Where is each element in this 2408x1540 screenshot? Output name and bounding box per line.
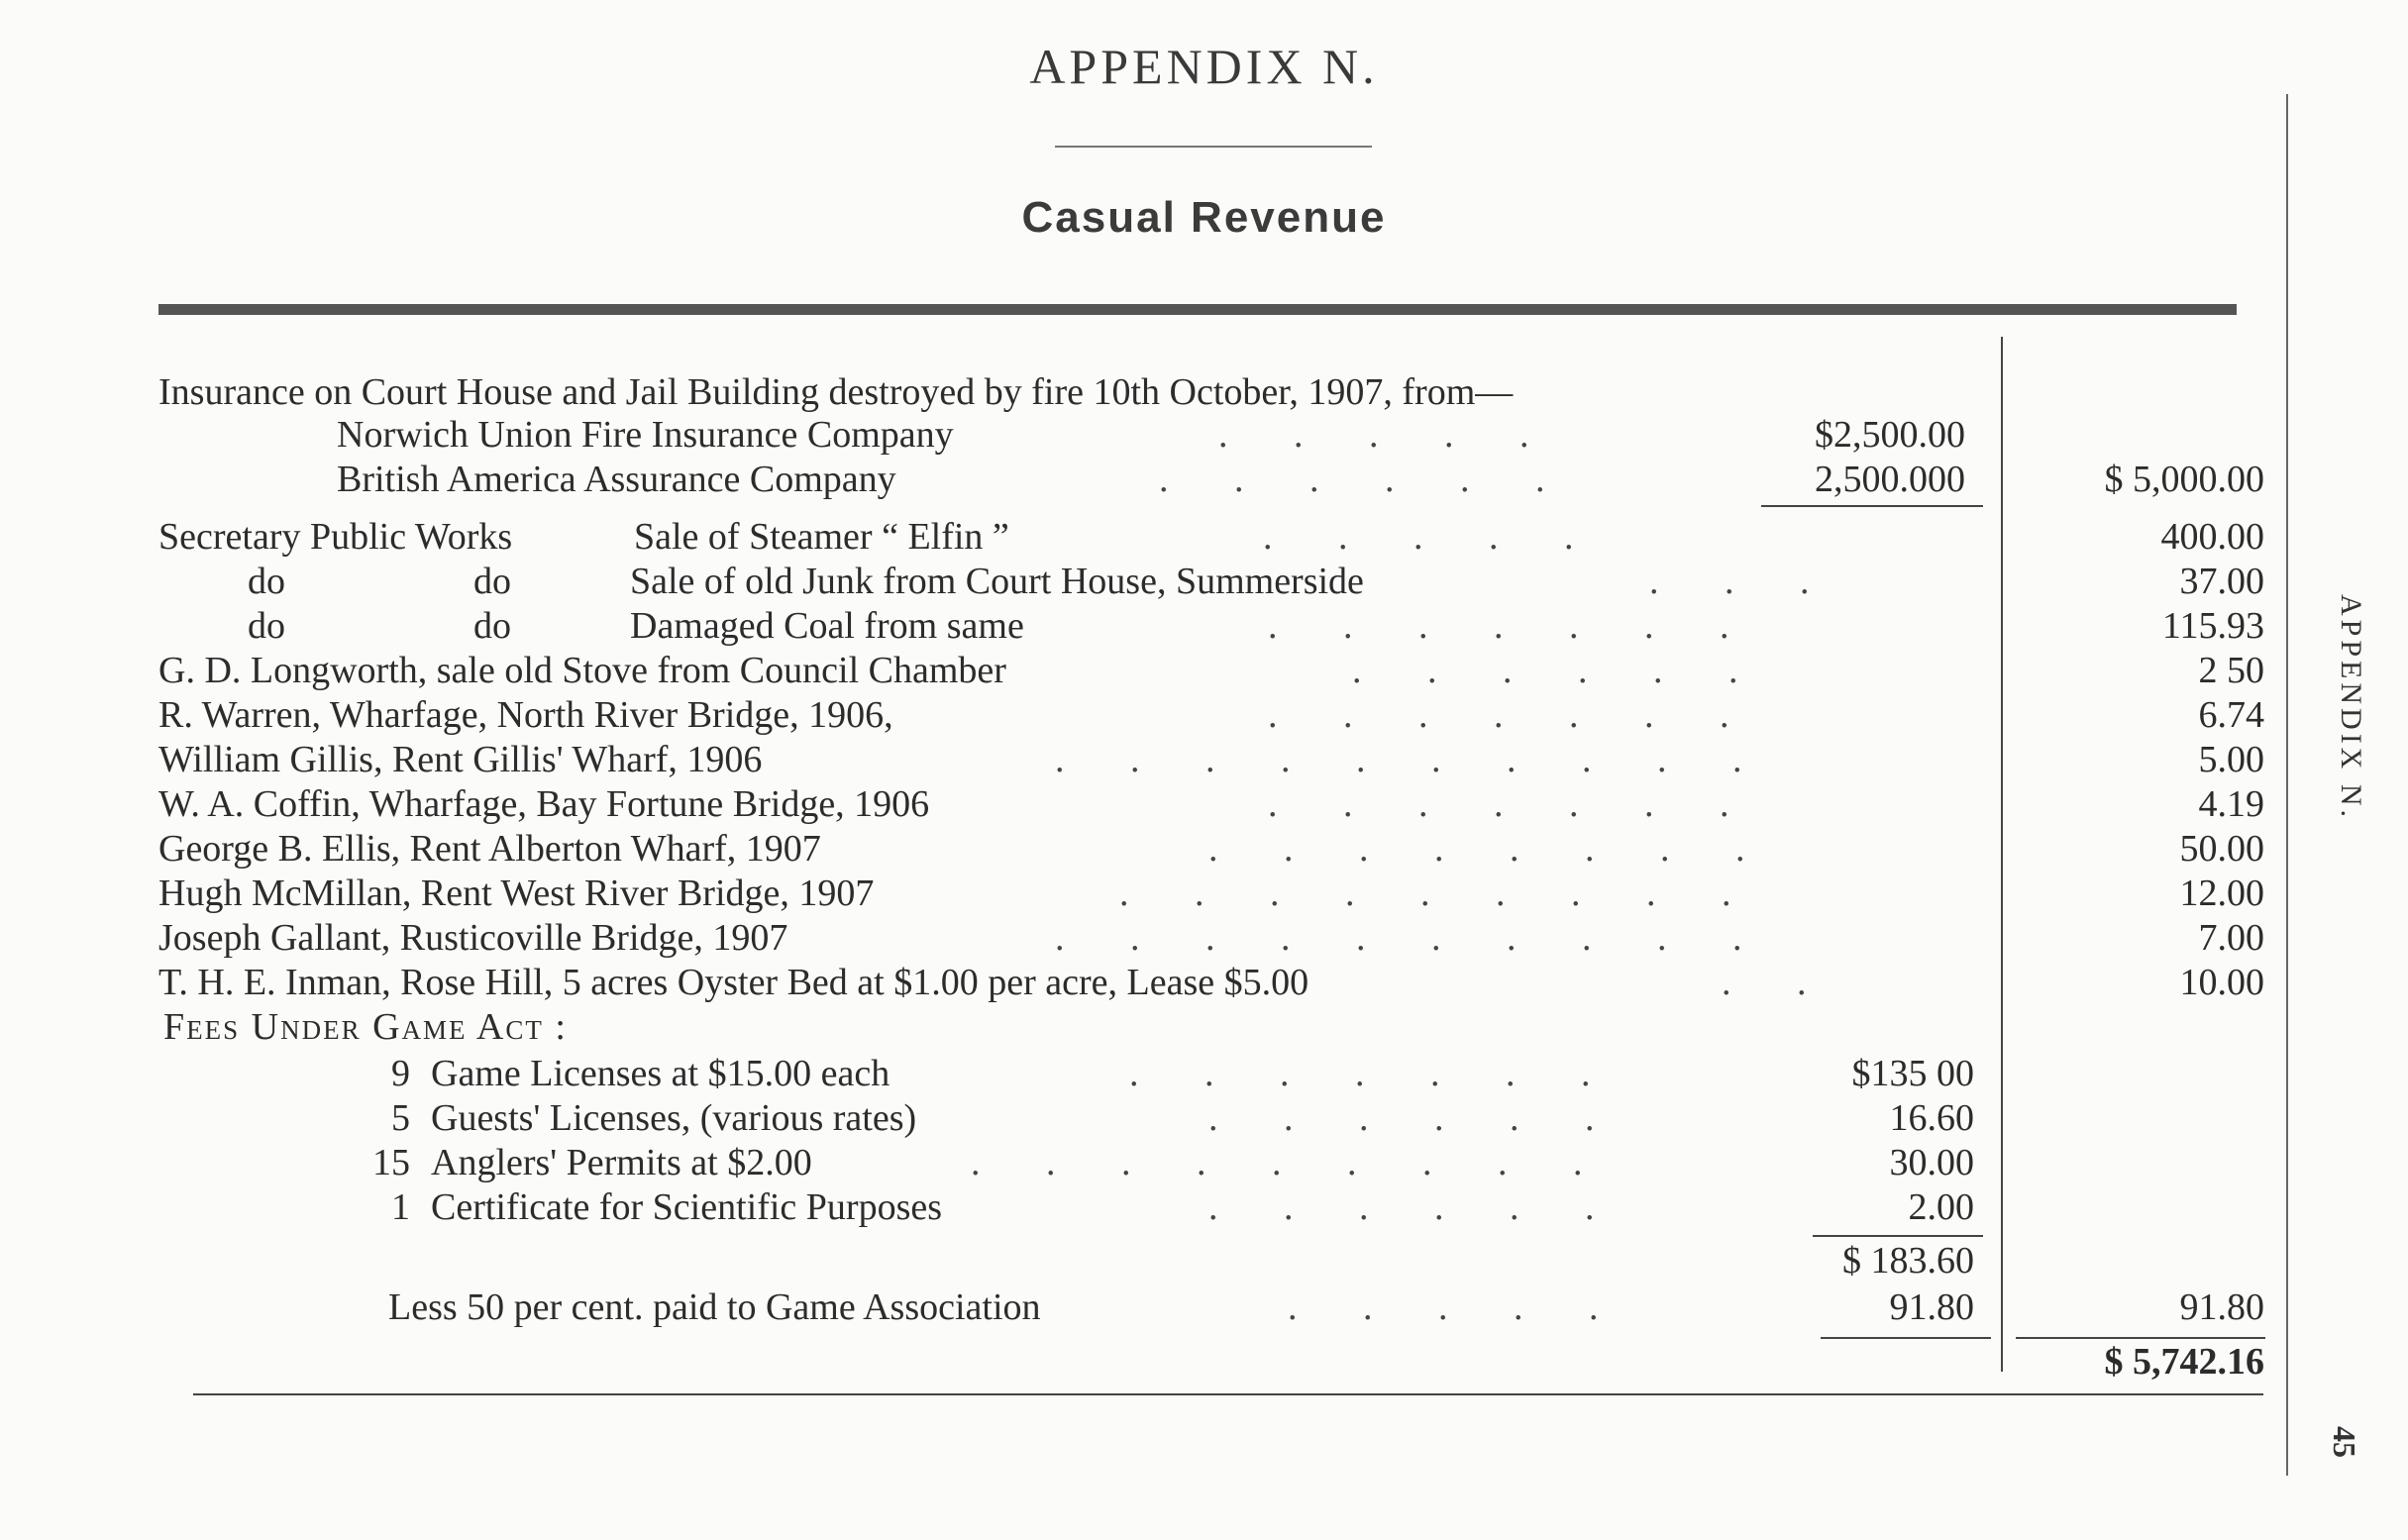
fees-heading-row (0, 1004, 2408, 1050)
revenue-row (0, 781, 2408, 827)
fee-description: Game Licenses at $15.00 each (431, 1053, 890, 1094)
grand-total: $ 5,742.16 (2104, 1341, 2264, 1383)
fees-subtotal: $ 183.60 (1842, 1240, 1974, 1282)
row-payer: Secretary Public Works (158, 516, 513, 558)
intro-text: Insurance on Court House and Jail Building destroyed by fire 10th October, 1907, from— (158, 371, 1514, 413)
row-payer: do (248, 605, 285, 647)
row-amount: 6.74 (2198, 694, 2264, 736)
leader-dots: . . . . . . . . . . (1055, 739, 1742, 780)
fee-row (0, 1095, 2408, 1141)
insurance-row (0, 457, 2408, 502)
leader-dots: . . . . . . . . (1208, 828, 1745, 870)
revenue-row (0, 826, 2408, 872)
insurer-amount: $2,500.00 (1815, 414, 1965, 456)
insurance-intro (0, 369, 2408, 415)
heading-rule (1055, 146, 1372, 148)
row-amount: 2 50 (2198, 650, 2264, 691)
row-amount: 115.93 (2161, 605, 2264, 647)
insurance-row (0, 412, 2408, 458)
fees-heading: Fees Under Game Act : (163, 1006, 568, 1048)
section-title: Casual Revenue (1021, 193, 1387, 242)
row-ditto: do (473, 561, 511, 602)
less-row (0, 1284, 2408, 1330)
leader-dots: . . . . . . . . . (971, 1142, 1583, 1183)
row-payer: W. A. Coffin, Wharfage, Bay Fortune Bridge, 1906 (158, 783, 930, 825)
revenue-row (0, 960, 2408, 1005)
leader-dots: . . . . . . . (1129, 1053, 1591, 1094)
row-amount: 12.00 (2179, 873, 2264, 914)
revenue-row (0, 871, 2408, 916)
fee-row (0, 1140, 2408, 1185)
fee-amount: 30.00 (1889, 1142, 1974, 1183)
row-payer: Hugh McMillan, Rent West River Bridge, 1907 (158, 873, 875, 914)
fee-description: Anglers' Permits at $2.00 (431, 1142, 812, 1183)
row-amount: 37.00 (2179, 561, 2264, 602)
leader-dots: . . . . . . . (1268, 605, 1729, 647)
row-payer: William Gillis, Rent Gillis' Wharf, 1906 (158, 739, 763, 780)
fee-quantity: 1 (391, 1186, 410, 1228)
leader-dots: . . . . . (1263, 516, 1574, 558)
revenue-row (0, 737, 2408, 782)
side-running-head: APPENDIX N. (2335, 594, 2367, 822)
revenue-row (0, 692, 2408, 738)
fees-subtotal-row (0, 1238, 2408, 1283)
leader-dots: . . . . . . (1208, 1186, 1595, 1228)
leader-dots: . . . (1649, 561, 1810, 602)
less-label: Less 50 per cent. paid to Game Association (388, 1286, 1041, 1328)
less-amount: 91.80 (1889, 1286, 1974, 1328)
fees-subtotal-rule (1813, 1235, 1983, 1237)
table-bottom-rule (193, 1393, 2263, 1395)
grand-total-row (0, 1339, 2408, 1385)
fee-row (0, 1184, 2408, 1230)
table-top-rule (158, 304, 2237, 315)
row-payer: Joseph Gallant, Rusticoville Bridge, 1907 (158, 917, 788, 959)
fee-quantity: 9 (391, 1053, 410, 1094)
appendix-heading: APPENDIX N. (1029, 39, 1379, 94)
row-description: Sale of old Junk from Court House, Summerside (630, 561, 1364, 602)
fee-row (0, 1051, 2408, 1096)
row-payer: T. H. E. Inman, Rose Hill, 5 acres Oyster Bed at $1.00 per acre, Lease $5.00 (158, 962, 1309, 1003)
leader-dots: . . . . . (1218, 414, 1529, 456)
row-amount: 400.00 (2160, 516, 2264, 558)
row-amount: 7.00 (2198, 917, 2264, 959)
leader-dots: . . . . . . . . . (1119, 873, 1731, 914)
insurance-subtotal-rule (1761, 505, 1983, 507)
row-payer: George B. Ellis, Rent Alberton Wharf, 1907 (158, 828, 821, 870)
leader-dots: . . . . . . (1159, 459, 1545, 500)
insurer-name: Norwich Union Fire Insurance Company (337, 414, 954, 456)
revenue-row (0, 514, 2408, 560)
row-description: Sale of Steamer “ Elfin ” (634, 516, 1009, 558)
row-ditto: do (473, 605, 511, 647)
leader-dots: . . . . . . . (1268, 694, 1729, 736)
fee-amount: $135 00 (1851, 1053, 1974, 1094)
revenue-row (0, 559, 2408, 604)
row-description: Damaged Coal from same (630, 605, 1024, 647)
insurer-amount: 2,500.000 (1815, 459, 1965, 500)
fee-description: Guests' Licenses, (various rates) (431, 1097, 917, 1139)
page-number: 45 (2327, 1426, 2362, 1458)
row-amount: 5.00 (2198, 739, 2264, 780)
insurer-name: British America Assurance Company (337, 459, 896, 500)
leader-dots: . . . . . . . (1268, 783, 1729, 825)
row-payer: G. D. Longworth, sale old Stove from Council Chamber (158, 650, 1006, 691)
less-net: 91.80 (2179, 1286, 2264, 1328)
row-amount: 50.00 (2179, 828, 2264, 870)
row-payer: do (248, 561, 285, 602)
revenue-row (0, 603, 2408, 649)
leader-dots: . . . . . . (1352, 650, 1738, 691)
fee-quantity: 15 (372, 1142, 410, 1183)
row-payer: R. Warren, Wharfage, North River Bridge, 1906, (158, 694, 893, 736)
row-amount: 4.19 (2198, 783, 2264, 825)
revenue-row (0, 915, 2408, 961)
fee-amount: 2.00 (1908, 1186, 1974, 1228)
leader-dots: . . . . . . (1208, 1097, 1595, 1139)
insurance-total: $ 5,000.00 (2104, 459, 2264, 500)
fee-quantity: 5 (391, 1097, 410, 1139)
leader-dots: . . . . . (1288, 1286, 1599, 1328)
fee-amount: 16.60 (1889, 1097, 1974, 1139)
row-amount: 10.00 (2179, 962, 2264, 1003)
revenue-row (0, 648, 2408, 693)
leader-dots: . . . . . . . . . . (1055, 917, 1742, 959)
leader-dots: . . (1722, 962, 1807, 1003)
fee-description: Certificate for Scientific Purposes (431, 1186, 943, 1228)
